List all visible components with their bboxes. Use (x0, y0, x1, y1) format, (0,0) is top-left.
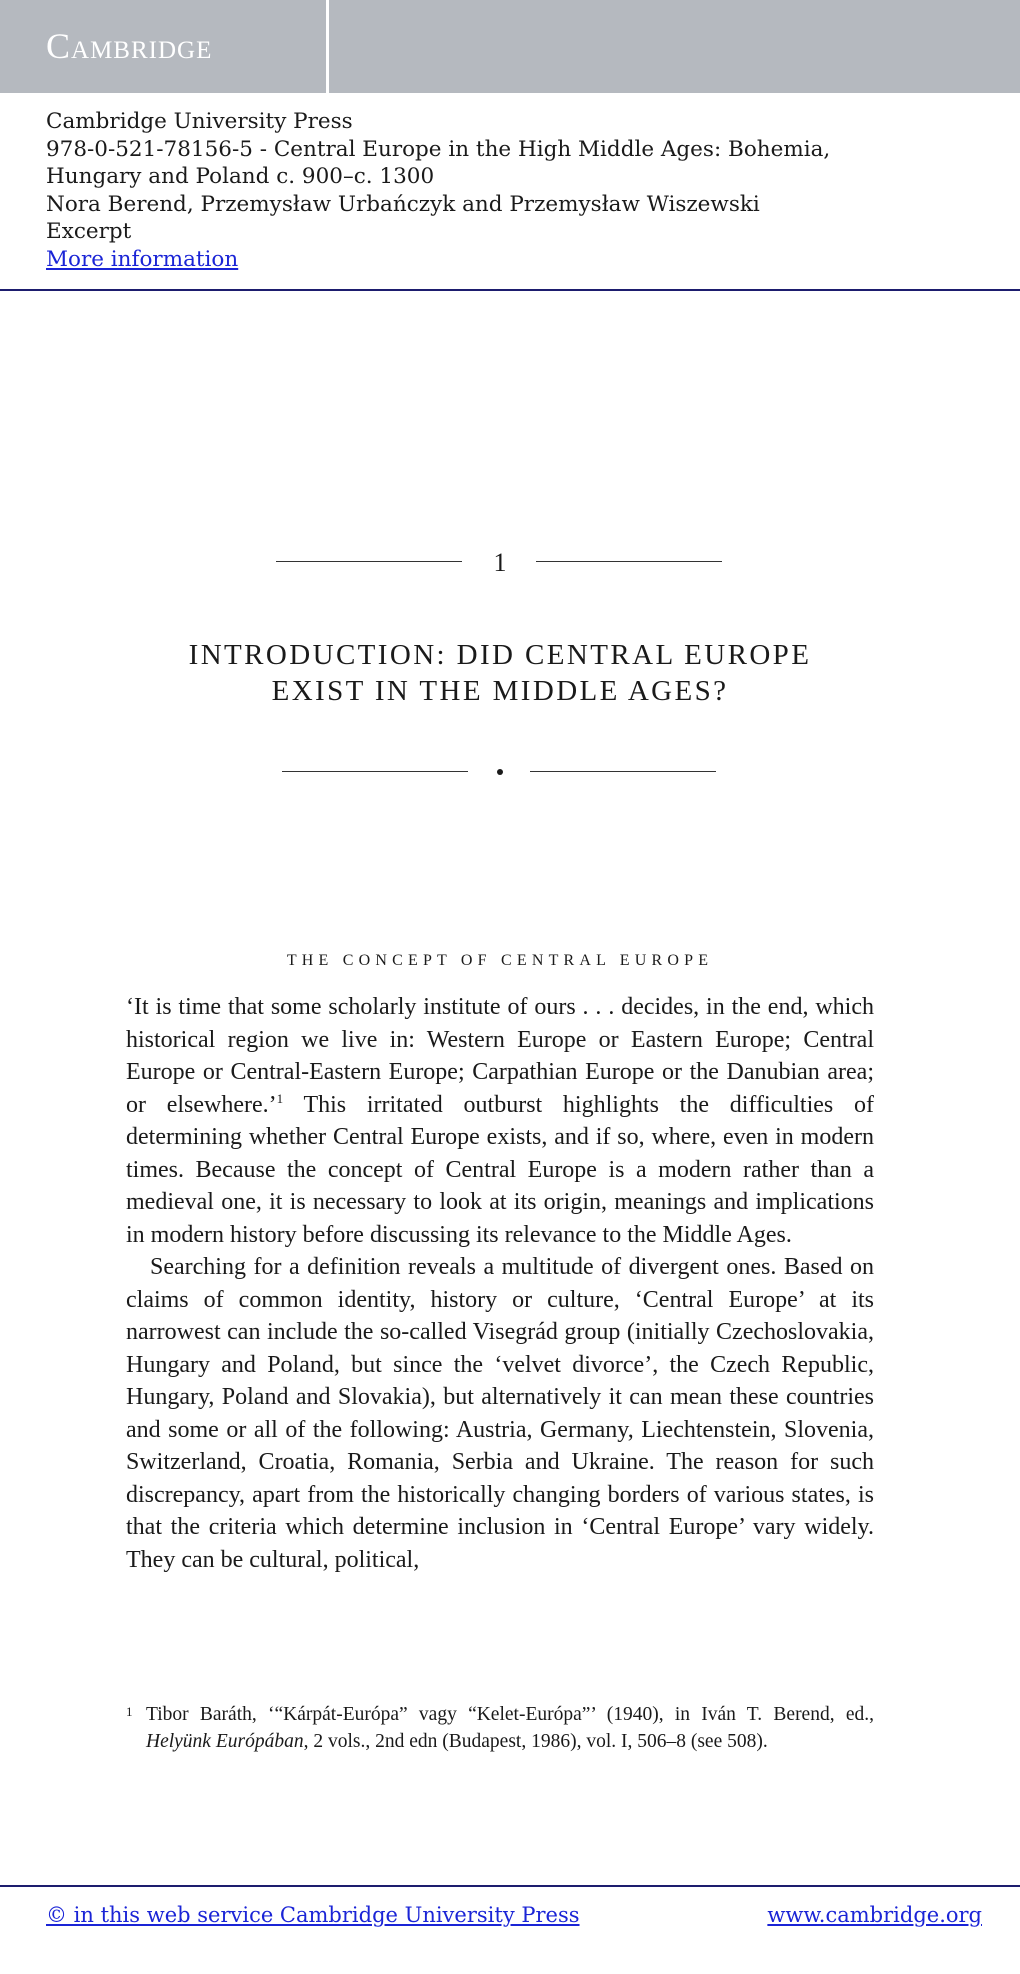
excerpt-label: Excerpt (46, 219, 132, 245)
isbn-title-line-2: Hungary and Poland c. 900–c. 1300 (46, 164, 435, 190)
more-information-link[interactable]: More information (46, 246, 239, 272)
body-text (126, 991, 874, 1576)
footer-rule (0, 1885, 1020, 1887)
paragraph-1-quote: ‘It is time that some scholarly institute of ours . . . decides, in the end, which historical region we live in: Western Europe or Eastern Europe; Central Europe or Central-Eastern Europe; Carpathian Europe or the Danubian area; or elsewhere.’ (126, 994, 874, 1118)
chapter-title-line-2: EXIST IN THE MIDDLE AGES? (271, 675, 729, 707)
book-metadata (46, 108, 830, 274)
website-link[interactable]: www.cambridge.org (767, 1903, 982, 1927)
footnote-reference[interactable]: 1 (276, 1090, 284, 1106)
copyright-link[interactable]: © in this web service Cambridge University Press (46, 1903, 580, 1927)
authors: Nora Berend, Przemysław Urbańczyk and Przemysław Wiszewski (46, 191, 760, 217)
cambridge-logo[interactable]: Cambridge (46, 26, 213, 66)
paragraph-1 (126, 991, 874, 1251)
footnote-text-italic: Helyünk Európában (146, 1731, 304, 1752)
chapter-number-right-rule (536, 561, 722, 562)
footnote-text-part-2: , 2 vols., 2nd edn (Budapest, 1986), vol. I, 506–8 (see 508). (303, 1731, 768, 1752)
header-rule (0, 289, 1020, 291)
ornament-dot (497, 769, 503, 775)
chapter-title (100, 637, 900, 709)
chapter-title-line-1: INTRODUCTION: DID CENTRAL EUROPE (188, 639, 812, 671)
header-banner (0, 0, 1020, 93)
paragraph-1-rest: This irritated outburst highlights the difficulties of determining whether Central Europe exists, and if so, where, even in modern times. Because the concept of Central Europe is a modern rather than a medieval one, it is necessary to look at its origin, meanings and implications in modern history before discussing its relevance to the Middle Ages. (126, 1091, 874, 1248)
section-heading: THE CONCEPT OF CENTRAL EUROPE (286, 952, 714, 969)
ornament-right-rule (530, 771, 716, 772)
publisher-name: Cambridge University Press (46, 109, 353, 134)
chapter-number: 1 (493, 548, 507, 577)
footnote (126, 1701, 874, 1755)
isbn-title-line-1: 978-0-521-78156-5 - Central Europe in the High Middle Ages: Bohemia, (46, 136, 831, 162)
footnote-number: 1 (126, 1704, 133, 1719)
banner-divider (326, 0, 329, 93)
footnote-text-part-1: Tibor Baráth, ‘“Kárpát-Európa” vagy “Kelet-Európa”’ (1940), in Iván T. Berend, ed., (146, 1704, 874, 1725)
paragraph-2: Searching for a definition reveals a multitude of divergent ones. Based on claims of common identity, history or culture, ‘Central Europe’ at its narrowest can include the so-called Visegrád group (initially Czechoslovakia, Hungary and Poland, but since the ‘velvet divorce’, the Czech Republic, Hungary, Poland and Slovakia), but alternatively it can mean these countries and some or all of the following: Austria, Germany, Liechtenstein, Slovenia, Switzerland, Croatia, Romania, Serbia and Ukraine. The reason for such discrepancy, apart from the historically changing borders of various states, is that the criteria which determine inclusion in ‘Central Europe’ vary widely. They can be cultural, political, (126, 1254, 874, 1573)
ornament-left-rule (282, 771, 468, 772)
chapter-number-left-rule (276, 561, 462, 562)
footnote-text (126, 1701, 874, 1755)
